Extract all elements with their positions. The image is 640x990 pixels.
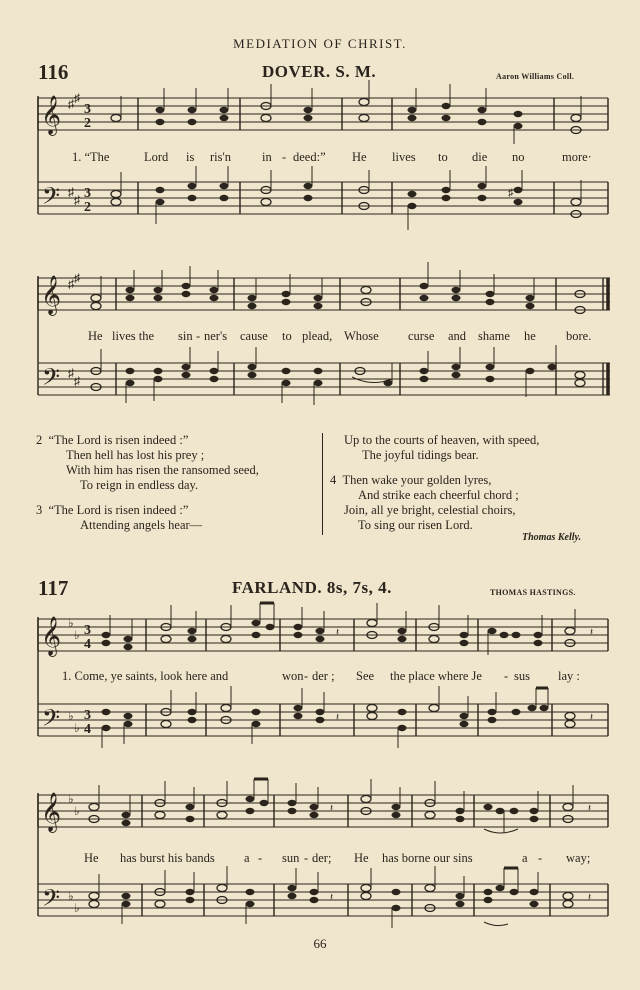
lyric-syllable: has burst his bands <box>120 851 215 865</box>
music-staff-bass <box>0 882 640 932</box>
stanza <box>344 433 539 463</box>
svg-text:2: 2 <box>84 200 91 215</box>
stanza <box>36 433 259 493</box>
lyric-syllable: He <box>84 851 99 865</box>
page-number: 66 <box>313 936 327 951</box>
music-staff-bass <box>0 361 640 411</box>
lyric-syllable: lives the <box>112 329 155 343</box>
svg-text:♭: ♭ <box>74 901 80 915</box>
hymn-number: 116 <box>38 60 69 84</box>
lyric-syllable: deed:” <box>293 150 326 164</box>
lyrics-line <box>0 669 640 685</box>
stanza <box>36 503 202 533</box>
lyric-syllable: See <box>356 669 375 683</box>
lyric-syllable: cause <box>240 329 268 343</box>
music-staff-bass <box>0 702 640 752</box>
svg-text:♭: ♭ <box>74 721 80 735</box>
lyric-syllable: sin <box>178 329 193 343</box>
lyric-syllable: ris'n <box>210 150 232 164</box>
svg-text:𝄽: 𝄽 <box>336 627 340 638</box>
svg-text:2: 2 <box>84 116 91 131</box>
svg-text:𝄽: 𝄽 <box>588 803 592 814</box>
svg-text:𝄞: 𝄞 <box>41 275 62 315</box>
lyric-syllable: - <box>258 851 263 865</box>
svg-text:♯: ♯ <box>74 374 80 388</box>
svg-text:♯: ♯ <box>68 277 74 291</box>
lyrics-line <box>0 150 640 166</box>
music-staff-treble <box>0 793 640 843</box>
lyric-syllable: more· <box>562 150 592 164</box>
svg-text:𝄢: 𝄢 <box>42 363 61 396</box>
verse-line: Up to the courts of heaven, with speed, <box>344 433 540 447</box>
stanza <box>330 473 519 533</box>
lyric-syllable: ner's <box>204 329 228 343</box>
lyric-syllable: he <box>524 329 536 343</box>
svg-text:♯: ♯ <box>68 185 74 199</box>
lyric-syllable: sus <box>514 669 530 683</box>
svg-text:♭: ♭ <box>74 628 80 642</box>
lyric-syllable: - <box>304 851 309 865</box>
stanza-number: 2 <box>36 433 43 447</box>
lyric-syllable: to <box>282 329 292 343</box>
lyrics-line <box>0 851 640 867</box>
author-credit: Thomas Kelly. <box>522 532 582 543</box>
lyric-syllable: - <box>304 669 309 683</box>
lyric-syllable: way; <box>566 851 591 865</box>
lyric-syllable: - <box>282 150 287 164</box>
verse-line: Attending angels hear— <box>80 518 203 532</box>
svg-text:♭: ♭ <box>68 792 74 806</box>
lyric-syllable: lay : <box>558 669 580 683</box>
lyric-syllable: no <box>512 150 525 164</box>
lyric-syllable: Whose <box>344 329 379 343</box>
stanza-number: 3 <box>36 503 43 517</box>
lyric-syllable: has borne our sins <box>382 851 473 865</box>
lyric-syllable: der; <box>312 851 332 865</box>
svg-text:𝄢: 𝄢 <box>42 704 61 737</box>
lyric-syllable: and <box>448 329 467 343</box>
stanza-divider <box>322 433 323 535</box>
lyric-syllable: the place where Je <box>390 669 482 683</box>
svg-text:♯: ♯ <box>74 193 80 207</box>
svg-text:♭: ♭ <box>74 804 80 818</box>
svg-text:♭: ♭ <box>68 709 74 723</box>
running-head: MEDIATION OF CHRIST. <box>233 36 407 51</box>
lyric-syllable: - <box>538 851 543 865</box>
tune-title: FARLAND. 8s, 7s, 4. <box>232 578 392 597</box>
lyrics-line <box>0 329 640 345</box>
svg-text:♯: ♯ <box>508 187 514 199</box>
lyric-syllable: He <box>354 851 369 865</box>
lyric-syllable: is <box>186 150 195 164</box>
svg-text:𝄽: 𝄽 <box>336 712 340 723</box>
lyric-syllable: curse <box>408 329 435 343</box>
verse-line: To reign in endless day. <box>80 478 199 492</box>
svg-text:♭: ♭ <box>68 616 74 630</box>
music-staff-bass <box>0 180 640 230</box>
svg-text:♯: ♯ <box>74 271 80 285</box>
lyric-syllable: - <box>196 329 201 343</box>
verse-line: “The Lord is risen indeed :” <box>48 433 189 447</box>
svg-text:3: 3 <box>84 186 91 201</box>
hymn-number: 117 <box>38 576 69 600</box>
svg-text:3: 3 <box>84 102 91 117</box>
svg-text:𝄽: 𝄽 <box>590 712 594 723</box>
svg-text:𝄢: 𝄢 <box>42 884 61 917</box>
lyric-syllable: bore. <box>566 329 592 343</box>
composer-credit: Aaron Williams Coll. <box>496 72 575 81</box>
svg-text:3: 3 <box>84 623 91 638</box>
lyric-syllable: 1. Come, ye saints, look here and <box>62 669 229 683</box>
lyric-syllable: shame <box>478 329 510 343</box>
verse-line: With him has risen the ransomed seed, <box>66 463 259 477</box>
svg-text:4: 4 <box>84 722 91 737</box>
svg-text:♯: ♯ <box>68 97 74 111</box>
lyric-syllable: a <box>522 851 528 865</box>
svg-text:4: 4 <box>84 637 91 652</box>
composer-credit: THOMAS HASTINGS. <box>490 588 576 597</box>
svg-text:𝄽: 𝄽 <box>330 892 334 903</box>
music-staff-treble <box>0 617 640 667</box>
verse-line: Then wake your golden lyres, <box>342 473 492 487</box>
lyric-syllable: He <box>88 329 103 343</box>
svg-text:3: 3 <box>84 708 91 723</box>
lyric-syllable: - <box>504 669 509 683</box>
verse-line: “The Lord is risen indeed :” <box>48 503 189 517</box>
svg-text:𝄞: 𝄞 <box>41 792 62 832</box>
svg-text:♭: ♭ <box>68 889 74 903</box>
verse-line: To sing our risen Lord. <box>358 518 473 532</box>
lyric-syllable: 1. “The <box>72 150 110 164</box>
lyric-syllable: a <box>244 851 250 865</box>
verse-line: The joyful tidings bear. <box>362 448 479 462</box>
verse-line: Then hell has lost his prey ; <box>66 448 205 462</box>
music-staff-treble <box>0 271 640 326</box>
verse-line: Join, all ye bright, celestial choirs, <box>344 503 516 517</box>
svg-text:♯: ♯ <box>68 366 74 380</box>
stanza-number: 4 <box>330 473 337 487</box>
lyric-syllable: to <box>438 150 448 164</box>
svg-text:♯: ♯ <box>74 91 80 105</box>
lyric-syllable: lives <box>392 150 416 164</box>
lyric-syllable: Lord <box>144 150 169 164</box>
verse-line: And strike each cheerful chord ; <box>358 488 519 502</box>
svg-text:𝄢: 𝄢 <box>42 182 61 215</box>
lyric-syllable: die <box>472 150 488 164</box>
svg-text:𝄽: 𝄽 <box>330 803 334 814</box>
lyric-syllable: sun <box>282 851 300 865</box>
lyric-syllable: der ; <box>312 669 335 683</box>
svg-text:𝄞: 𝄞 <box>41 95 62 135</box>
svg-text:𝄽: 𝄽 <box>588 892 592 903</box>
lyric-syllable: in <box>262 150 272 164</box>
svg-text:𝄞: 𝄞 <box>41 616 62 656</box>
svg-text:𝄽: 𝄽 <box>590 627 594 638</box>
lyric-syllable: plead, <box>302 329 333 343</box>
tune-title: DOVER. S. M. <box>262 62 377 81</box>
music-staff-treble <box>0 91 640 146</box>
lyric-syllable: He <box>352 150 367 164</box>
lyric-syllable: won <box>282 669 304 683</box>
